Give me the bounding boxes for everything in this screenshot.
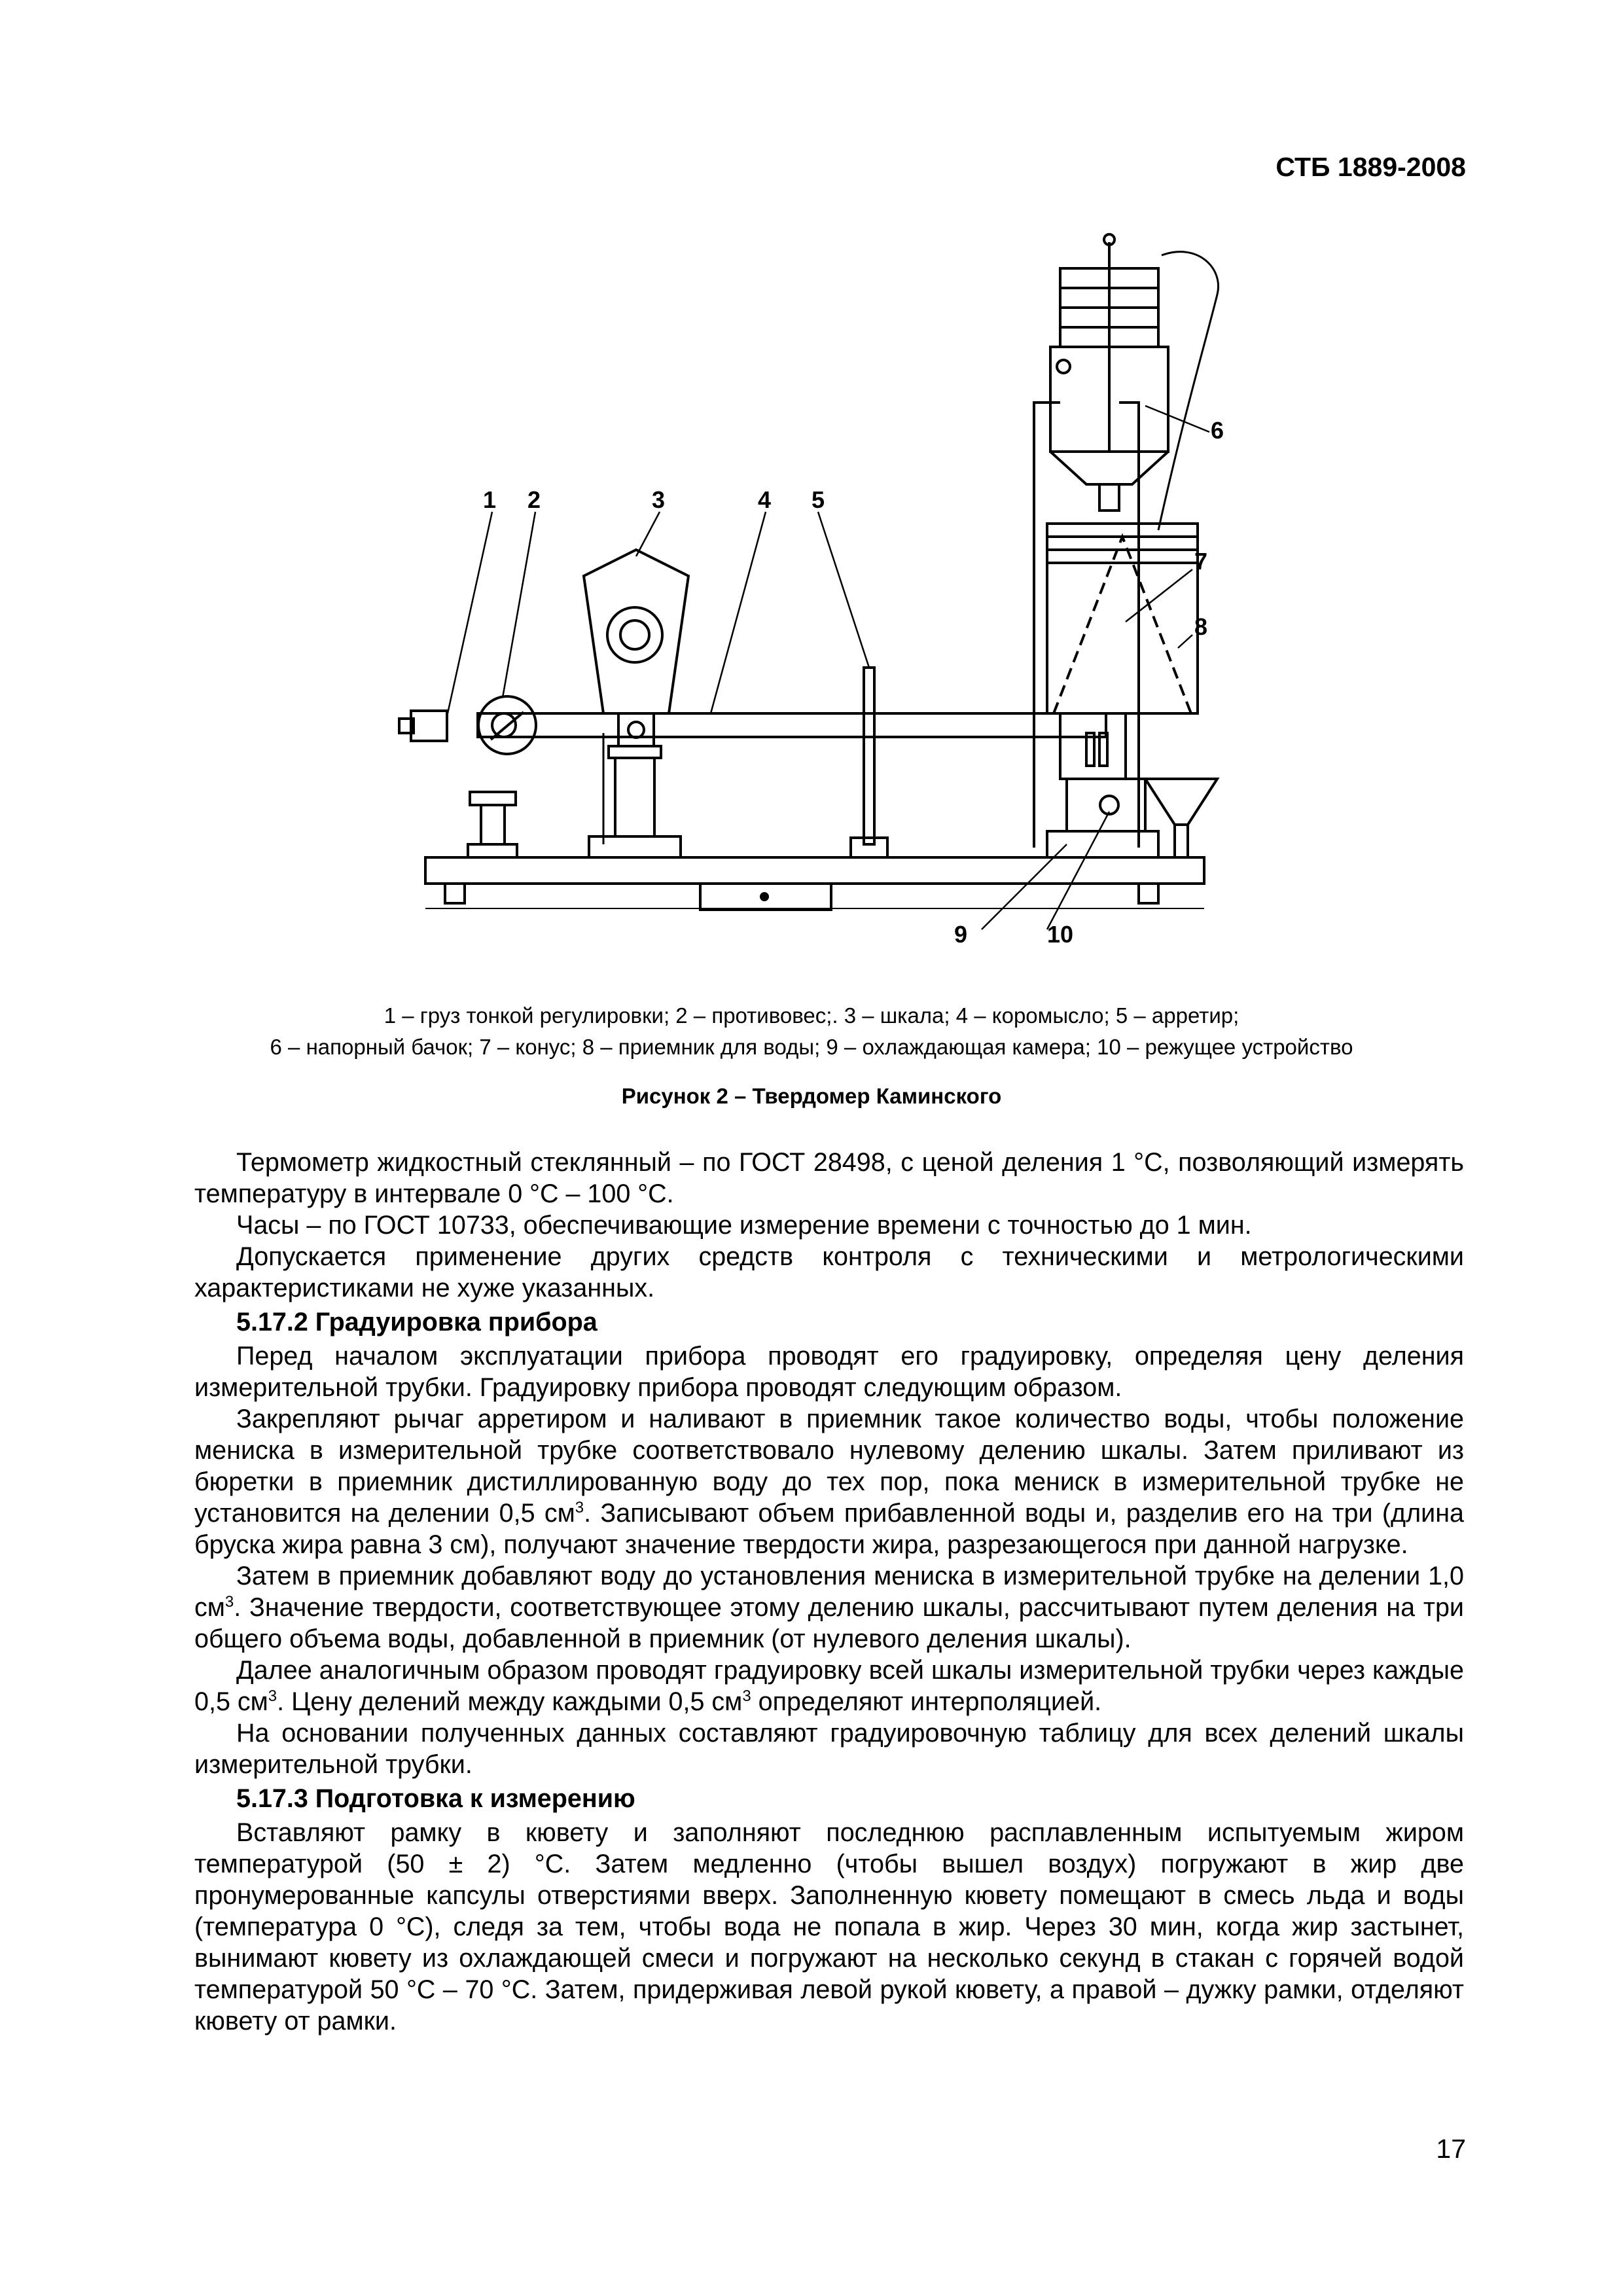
cutting-device	[1067, 779, 1145, 831]
callout-6: 6	[1211, 417, 1224, 444]
paragraph: Часы – по ГОСТ 10733, обеспечивающие измерение времени с точностью до 1 мин.	[236, 1211, 1252, 1240]
funnel	[1145, 779, 1217, 825]
pedestal-cap	[470, 792, 516, 805]
figure-legend-line-2: 6 – напорный бачок; 7 – конус; 8 – приемник для воды; 9 – охлаждающая камера; 10 – режущее устройство	[270, 1035, 1353, 1059]
cone-top	[1047, 524, 1198, 563]
paragraph: Далее аналогичным образом проводят градуировку всей шкалы измерительной трубки через каждые 0,5 $см^3$. Цену делений между каждыми 0,5 $см^3$ определяют интерполяцией.	[194, 1656, 1464, 1716]
figure-hardness-tester	[393, 216, 1243, 962]
base-plate	[425, 857, 1204, 884]
left-foot	[445, 884, 465, 903]
body-text	[194, 1147, 1464, 2037]
document-code: СТБ 1889-2008	[1275, 152, 1466, 182]
fine-weight	[411, 711, 447, 741]
paragraph: Перед началом эксплуатации прибора проводят его градуировку, определяя цену деления измерительной трубки. Градуировку прибора проводят следующим образом.	[194, 1342, 1464, 1402]
callout-8: 8	[1194, 613, 1208, 640]
paragraph: Закрепляют рычаг арретиром и наливают в приемник такое количество воды, чтобы положение мениска в измерительной трубке соответствовало нулевому делению шкалы. Затем приливают из бюретки в приемник дистиллированную воду до тех пор, пока мениск в измерительной трубке не установится на делении 0,5 $см^3$. Записывают объем прибавленной воды и, разделив его на три (длина бруска жира равна 3 см), получают значение твердости жира, разрезающегося при данной нагрузке.	[194, 1405, 1464, 1559]
page-number: 17	[1436, 2134, 1466, 2164]
paragraph: Термометр жидкостный стеклянный – по ГОСТ 28498, с ценой деления 1 °С, позволяющий измерять температуру в интервале 0 °С – 100 °С.	[194, 1148, 1464, 1208]
callout-10: 10	[1047, 921, 1074, 948]
callout-4: 4	[758, 486, 772, 513]
section-heading: 5.17.3 Подготовка к измерению	[236, 1784, 635, 1813]
right-foot	[1139, 884, 1158, 903]
callout-9: 9	[954, 921, 968, 948]
beam	[478, 713, 1106, 737]
callout-1: 1	[483, 486, 497, 513]
figure-legend-line-1: 1 – груз тонкой регулировки; 2 – противовес;. 3 – шкала; 4 – коромысло; 5 – арретир;	[383, 1003, 1240, 1028]
paragraph: На основании полученных данных составляют градуировочную таблицу для всех делений шкалы измерительной трубки.	[194, 1719, 1464, 1779]
paragraph: Затем в приемник добавляют воду до установления мениска в измерительной трубке на делении 1,0 $см^3$. Значение твердости, соответствующее этому делению шкалы, рассчитывают путем деления на три общего объема воды, добавленной в приемник (от нулевого деления шкалы).	[194, 1562, 1464, 1653]
callout-7: 7	[1194, 548, 1208, 575]
callout-2: 2	[527, 486, 541, 513]
callout-3: 3	[652, 486, 666, 513]
cooling-chamber	[1047, 831, 1158, 857]
figure-caption: Рисунок 2 – Твердомер Каминского	[621, 1084, 1002, 1108]
scale	[584, 550, 688, 713]
paragraph: Допускается применение других средств контроля с техническими и метрологическими характеристиками не хуже указанных.	[194, 1242, 1464, 1302]
water-receiver	[1047, 563, 1198, 713]
callout-5: 5	[812, 486, 825, 513]
hardness-tester-drawing	[393, 216, 1243, 962]
arrester	[864, 668, 874, 844]
paragraph: Вставляют рамку в кювету и заполняют последнюю расплавленным испытуемым жиром температурой (50 ± 2) °С. Затем медленно (чтобы вышел воздух) погружают в жир две пронумерованные капсулы отверстиями вверх. Заполненную кювету помещают в смесь льда и воды (температура 0 °С), следя за тем, чтобы вода не попала в жир. Через 30 мин, когда жир застынет, вынимают кювету из охлаждающей смеси и погружают на несколько секунд в стакан с горячей водой температурой 50 °С – 70 °С. Затем, придерживая левой рукой кювету, а правой – дужку рамки, отделяют кювету от рамки.	[194, 1818, 1464, 2036]
section-heading: 5.17.2 Градуировка прибора	[236, 1308, 597, 1336]
